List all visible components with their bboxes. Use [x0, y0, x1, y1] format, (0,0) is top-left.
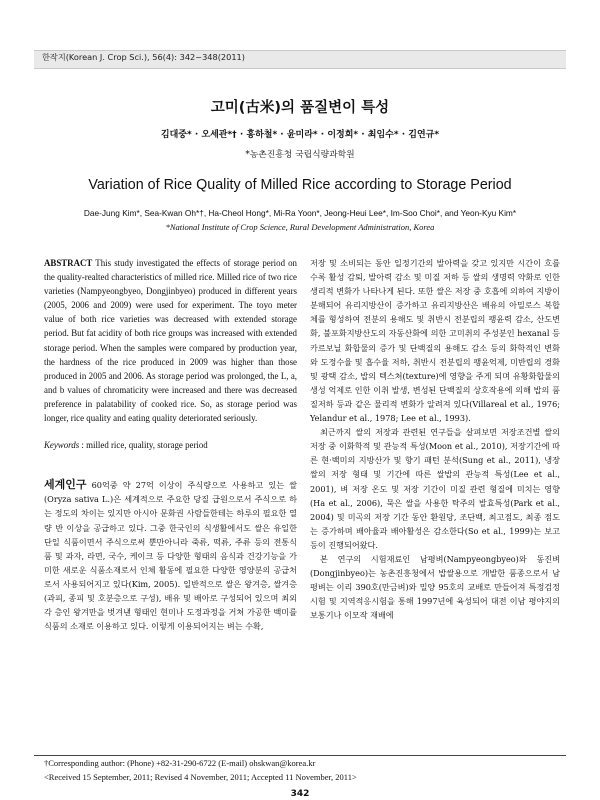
- abstract: [44, 256, 297, 425]
- abstract-label: ABSTRACT: [44, 258, 93, 268]
- affiliation-english: *National Institute of Crop Science, Rural Development Administration, Korea: [165, 222, 435, 232]
- right-column: [310, 256, 560, 622]
- right-paragraph-2: 최근까지 쌀의 저장과 관련된 연구들을 살펴보면 저장조건별 쌀의 저장 중 이화학적 및 관능적 특성(Moon et al., 2010), 저장기간에 따른 현·백미의 지방산가 및 향기 패턴 분석(Sung et al., 2011), 냉장 쌀의 저장 형태 및 기간에 따른 쌀밥의 관능적 특성(Lee et al., 2001), 벼 저장 온도 및 저장 기간이 미질 관련 형질에 미치는 영향(Ha et al., 2006), 묵은 쌀을 사용한 탁주의 발효특성(Park et al., 2004) 및 미곡의 저장 기간 동안 환원당, 조단백, 최고점도, 최종 점도는 증가하며 배아율과 배아활성은 감소한다(So et al., 1999)는 보고 등이 진행되어왔다.: [310, 427, 560, 550]
- right-paragraph-3: 본 연구의 시험재료인 남평벼(Nampyeongbyeo)와 동진벼(Dongjinbyeo)는 농촌진흥청에서 밥쌀용으로 개발한 품종으로서 남평벼는 이리 390호(만금벼)와 밀양 95호의 교배로 만들어져 특정검정시험 및 지역적응시험을 통해 1997년에 육성되어 대전 이남 평야지의 보통기나 이모작 재배에: [310, 553, 560, 621]
- authors-korean: 김대중* · 오세관*† · 홍하철* · 윤미라* · 이정희* · 최임수* · 김연규*: [160, 130, 440, 140]
- right-paragraph-1: 저장 및 소비되는 동안 일정기간의 발아력을 갖고 있지만 시간이 흐를수록 활성 감퇴, 발아력 감소 및 미질 저하 등 쌀의 생명력 약화로 인한 생리적 변화가 나타나게 된다. 또한 쌀은 저장 중 호흡에 의하여 지방이 분해되어 유리지방산이 증가하고 유리지방산은 배유의 아밀로스 복합체를 형성하여 전분의 용해도 및 취반시 전분립의 팽윤력 감소, 산도변화, 불포화지방산도의 자동산화에 의한 고미취의 주성분인 hexanal 등 카르보닐 화합물의 증가 및 단백질의 용해도 감소 등의 화학적인 변화와 도정수율 및 흡수율 저하, 취반시 전분립의 팽윤억제, 미반립의 경화 및 광택 감소, 밥의 텍스쳐(texture)에 영향을 주게 되며 유황화합물의 생성 억제로 인한 이취 발생, 변성된 단백질의 상호작용에 의해 밥의 품질저하 등과 같은 물리적 변화가 알려져 있다(Villareal et al., 1976; Yelandur et al., 1978; Lee et al., 1993).: [310, 258, 560, 424]
- keywords-label: Keywords: [44, 440, 80, 451]
- title-korean: 고미(古米)의 품질변이 특성: [210, 100, 390, 116]
- journal-header: 한작지(Korean J. Crop Sci.), 56(4): 342~348(2011): [42, 52, 245, 62]
- footnote-divider: [34, 755, 566, 756]
- page-number: 342: [290, 789, 310, 799]
- introduction-heading: 세계인구: [44, 478, 87, 492]
- introduction: [44, 478, 297, 633]
- left-column: [44, 256, 297, 633]
- keywords: [44, 438, 297, 452]
- authors-english: Dae-Jung Kim*, Sea-Kwan Oh*†, Ha-Cheol Hong*, Mi-Ra Yoon*, Jeong-Heui Lee*, Im-Soo Choi*, and Yeon-Kyu Kim*: [83, 208, 517, 218]
- introduction-paragraph: 60억중 약 27억 이상이 주식량으로 사용하고 있는 쌀(Oryza sativa L.)은 세계적으로 주요한 당질 급원으로서 주식으로 하는 정도의 차이는 있지만 아시아 문화권 사람들한테는 하루의 필요한 열량 반 이상을 공급하고 있다. 그중 한국인의 식생활에서도 쌀은 유일한 단일 식품이면서 주식으로써 뿐만아니라 죽류, 떡류, 주류 등의 전통식품 및 과자, 라면, 국수, 케이크 등 다양한 형태의 음식과 건강기능을 가미한 새로운 식품소재로서 인체 활동에 필요한 다양한 영양분의 공급처로서 사용되어지고 있다(Kim, 2005). 일반적으로 쌀은 왕겨층, 쌀겨층(과피, 종피 및 호분층으로 구성), 배유 및 배아로 구성되어 있으며 최외각 층인 왕겨만을 벗겨낸 형태인 현미나 도정과정을 거쳐 가공한 백미를 식품의 소재로 이용하고 있다. 이렇게 이용되어지는 벼는 수확,: [44, 480, 297, 632]
- abstract-text: This study investigated the effects of storage period on the quality-realted characteristics of milled rice. Milled rice of two rice varieties (Nampyeongbyeo, Dongjinbyeo) produced in different years (2005, 2006 and 2009) were used for experiment. The toyo meter value of both rice varieties was decreased with extended storage period. But fat acidity of both rice groups was increased with extended storage period. When the samples were compared by production year, the hardness of the rice produced in 2009 was higher than those produced in 2005 and 2006. As storage period was prolonged, the L, a, and b values of chromaticity were increased and there was decreased preference in palatability of cooked rice. So, as storage period was longer, rice quality and eating quality deteriorated seriously.: [44, 258, 297, 424]
- affiliation-korean: *농촌진흥청 국립식량과학원: [245, 150, 355, 160]
- keywords-text: : milled rice, quality, storage period: [81, 440, 208, 451]
- corresponding-author-note: †Corresponding author: (Phone) +82-31-290-6722 (E-mail) ohskwan@korea.kr: [44, 758, 316, 768]
- received-dates-note: <Received 15 September, 2011; Revised 4 November, 2011; Accepted 11 November, 2011>: [44, 772, 357, 782]
- title-english: Variation of Rice Quality of Milled Rice according to Storage Period: [88, 177, 512, 193]
